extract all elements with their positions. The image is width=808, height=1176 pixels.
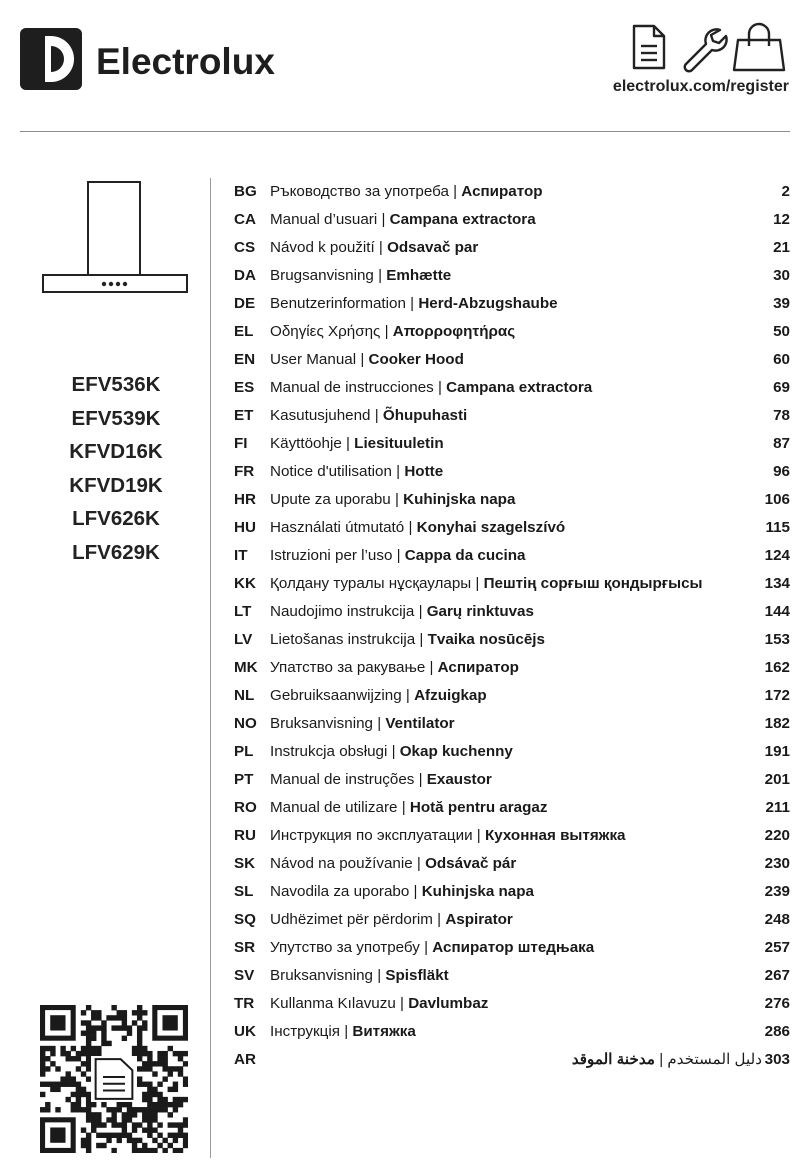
page-number: 267 — [764, 967, 790, 984]
toc-row[interactable] — [234, 906, 790, 934]
language-code: EN — [234, 351, 256, 368]
language-code: FI — [234, 435, 248, 452]
language-table-of-contents — [234, 178, 790, 1074]
language-code: ET — [234, 407, 254, 424]
toc-row[interactable] — [234, 458, 790, 486]
manual-title: Istruzioni per l’uso | Cappa da cucina — [270, 547, 526, 564]
toc-row[interactable] — [234, 934, 790, 962]
language-code: RU — [234, 827, 256, 844]
manual-title: Manual d’usuari | Campana extractora — [270, 211, 536, 228]
toc-row[interactable] — [234, 206, 790, 234]
manual-title: Kullanma Kılavuzu | Davlumbaz — [270, 995, 489, 1012]
page-number: 124 — [764, 547, 790, 564]
toc-row[interactable] — [234, 234, 790, 262]
column-divider — [210, 178, 211, 1158]
language-code: SL — [234, 883, 254, 900]
model-list — [0, 368, 208, 570]
manual-title: Kasutusjuhend | Õhupuhasti — [270, 407, 468, 424]
model-number: KFVD19K — [69, 473, 163, 497]
language-code: HR — [234, 491, 256, 508]
toc-row[interactable] — [234, 374, 790, 402]
cooker-hood-illustration — [40, 180, 190, 298]
manual-title: Upute za uporabu | Kuhinjska napa — [270, 491, 516, 508]
manual-title: User Manual | Cooker Hood — [270, 351, 464, 368]
page-number: 230 — [764, 855, 790, 872]
page-number: 257 — [764, 939, 790, 956]
page-number: 276 — [764, 995, 790, 1012]
toc-row[interactable] — [234, 1046, 790, 1074]
toc-row[interactable] — [234, 626, 790, 654]
header-icons — [628, 20, 788, 76]
document-icon — [634, 26, 664, 68]
toc-row[interactable] — [234, 738, 790, 766]
page-number: 87 — [773, 435, 790, 452]
page-number: 50 — [773, 323, 790, 340]
language-code: UK — [234, 1023, 256, 1040]
language-code: LT — [234, 603, 252, 620]
language-code: NO — [234, 715, 257, 732]
manual-title: Benutzerinformation | Herd-Abzugshaube — [270, 295, 558, 312]
toc-row[interactable] — [234, 878, 790, 906]
page-number: 30 — [773, 267, 790, 284]
toc-row[interactable] — [234, 402, 790, 430]
manual-title: Manual de instruções | Exaustor — [270, 771, 492, 788]
qr-code[interactable] — [40, 1005, 188, 1153]
page-number: 96 — [773, 463, 790, 480]
toc-row[interactable] — [234, 262, 790, 290]
page-number: 172 — [764, 687, 790, 704]
page-number: 21 — [773, 239, 790, 256]
page-number: 134 — [764, 575, 790, 592]
manual-title: Navodila za uporabo | Kuhinjska napa — [270, 883, 534, 900]
page-number: 39 — [773, 295, 790, 312]
page-number: 286 — [764, 1023, 790, 1040]
language-code: SK — [234, 855, 256, 872]
page-number: 303 — [764, 1051, 790, 1068]
page-number: 239 — [764, 883, 790, 900]
language-code: ES — [234, 379, 255, 396]
language-code: SQ — [234, 911, 256, 928]
language-code: PT — [234, 771, 254, 788]
language-code: NL — [234, 687, 255, 704]
toc-row[interactable] — [234, 682, 790, 710]
language-code: AR — [234, 1051, 256, 1068]
manual-title: Návod na používanie | Odsávač pár — [270, 855, 517, 872]
language-code: DA — [234, 267, 256, 284]
language-code: EL — [234, 323, 254, 340]
manual-title: Használati útmutató | Konyhai szagelszívó — [270, 519, 566, 536]
language-code: KK — [234, 575, 256, 592]
language-code: FR — [234, 463, 255, 480]
page-number: 211 — [765, 799, 790, 816]
toc-row[interactable] — [234, 178, 790, 206]
toc-row[interactable] — [234, 318, 790, 346]
toc-row[interactable] — [234, 990, 790, 1018]
header-divider — [20, 131, 790, 132]
page-number: 201 — [764, 771, 790, 788]
manual-title: Ръководство за употреба | Аспиратор — [270, 183, 543, 200]
toc-row[interactable] — [234, 430, 790, 458]
model-number: EFV536K — [71, 373, 161, 396]
page-number: 182 — [764, 715, 790, 732]
toc-row[interactable] — [234, 766, 790, 794]
manual-title: Návod k použití | Odsavač par — [270, 239, 479, 256]
manual-title: Οδηγίες Χρήσης | Απορροφητήρας — [270, 323, 516, 340]
toc-row[interactable] — [234, 1018, 790, 1046]
page-number: 2 — [781, 183, 790, 200]
language-code: DE — [234, 295, 256, 312]
toc-row[interactable] — [234, 710, 790, 738]
language-code: LV — [234, 631, 253, 648]
manual-title: Udhëzimet për përdorim | Aspirator — [270, 911, 513, 928]
wrench-icon — [685, 29, 727, 71]
brand-wordmark: Electrolux — [96, 41, 275, 82]
toc-row[interactable] — [234, 794, 790, 822]
manual-title: Manual de instrucciones | Campana extractora — [270, 379, 593, 396]
toc-row[interactable] — [234, 290, 790, 318]
language-code: BG — [234, 183, 257, 200]
page-number: 69 — [773, 379, 790, 396]
manual-title: Gebruiksaanwijzing | Afzuigkap — [270, 687, 487, 704]
page-number: 12 — [773, 211, 790, 228]
toc-row[interactable] — [234, 654, 790, 682]
page-number: 78 — [773, 407, 790, 424]
manual-title: Notice d'utilisation | Hotte — [270, 463, 444, 480]
toc-row[interactable] — [234, 962, 790, 990]
page-number: 60 — [773, 351, 790, 368]
toc-row[interactable] — [234, 598, 790, 626]
page-number: 115 — [765, 519, 790, 536]
manual-title: Упатство за ракување | Аспиратор — [270, 659, 519, 676]
manual-title: Упутство за употребу | Аспиратор штедњака — [270, 939, 595, 956]
page-number: 153 — [764, 631, 790, 648]
language-code: TR — [234, 995, 255, 1012]
toc-row[interactable] — [234, 346, 790, 374]
language-code: RO — [234, 799, 257, 816]
toc-row[interactable] — [234, 514, 790, 542]
manual-title: Instrukcja obsługi | Okap kuchenny — [270, 743, 513, 760]
page-number: 144 — [764, 603, 790, 620]
model-number: KFVD16K — [69, 440, 163, 464]
language-code: MK — [234, 659, 258, 676]
manual-title: Інструкція | Витяжка — [270, 1023, 416, 1040]
manual-title: دليل المستخدم | مدخنة الموقد — [571, 1051, 762, 1068]
page-number: 106 — [764, 491, 790, 508]
page-number: 220 — [764, 827, 790, 844]
manual-title: Lietošanas instrukcija | Tvaika nosūcējs — [270, 631, 545, 648]
model-number: EFV539K — [71, 406, 161, 430]
manual-title: Қолдану туралы нұсқаулары | Пештің сорғыш қондырғысы — [270, 575, 703, 592]
page-number: 191 — [764, 743, 790, 760]
page-number: 248 — [764, 911, 790, 928]
manual-title: Brugsanvisning | Emhætte — [270, 267, 452, 284]
language-code: IT — [234, 547, 248, 564]
model-number: LFV626K — [72, 507, 160, 531]
manual-title: Инструкция по эксплуатации | Кухонная вытяжка — [270, 827, 626, 844]
language-code: HU — [234, 519, 256, 536]
language-code: SR — [234, 939, 256, 956]
manual-title: Manual de utilizare | Hotă pentru aragaz — [270, 799, 548, 816]
register-url[interactable]: electrolux.com/register — [612, 78, 789, 95]
toc-row[interactable] — [234, 570, 790, 598]
language-code: PL — [234, 743, 254, 760]
toc-row[interactable] — [234, 542, 790, 570]
language-code: CS — [234, 239, 256, 256]
toc-row[interactable] — [234, 822, 790, 850]
language-code: CA — [234, 211, 256, 228]
manual-title: Bruksanvisning | Spisfläkt — [270, 967, 449, 984]
manual-title: Käyttöohje | Liesituuletin — [270, 435, 444, 452]
manual-title: Bruksanvisning | Ventilator — [270, 715, 455, 732]
shopping-bag-icon — [734, 24, 784, 70]
toc-row[interactable] — [234, 486, 790, 514]
manual-title: Naudojimo instrukcija | Garų rinktuvas — [270, 603, 534, 620]
electrolux-logo — [18, 26, 308, 94]
model-number: LFV629K — [72, 540, 160, 564]
page-number: 162 — [764, 659, 790, 676]
language-code: SV — [234, 967, 255, 984]
toc-row[interactable] — [234, 850, 790, 878]
